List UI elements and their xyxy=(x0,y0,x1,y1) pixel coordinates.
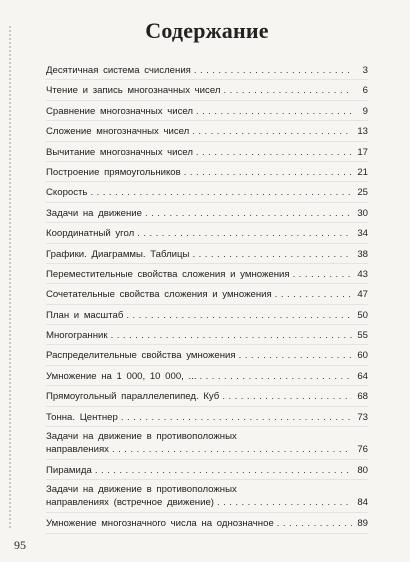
toc-entry[interactable] xyxy=(46,203,368,223)
toc-entry-page: 3 xyxy=(362,65,368,76)
table-of-contents xyxy=(46,60,368,534)
toc-entry[interactable] xyxy=(46,101,368,121)
toc-entry-title: Многогранник xyxy=(46,330,108,342)
toc-entry-title: Задачи на движение в противоположных xyxy=(46,484,237,496)
toc-entry-page: 38 xyxy=(357,248,368,260)
toc-leader-dots xyxy=(90,186,352,199)
toc-entry-title: Переместительные свойства сложения и умножения xyxy=(46,268,290,280)
toc-entry-page: 21 xyxy=(357,166,368,178)
toc-entry-page: 89 xyxy=(357,518,368,530)
toc-entry[interactable] xyxy=(46,480,368,513)
toc-entry-title: План и масштаб xyxy=(46,309,124,321)
toc-entry-title: Сравнение многозначных чисел xyxy=(46,105,193,117)
toc-entry-title: Сложение многозначных чисел xyxy=(46,126,190,138)
toc-leader-dots xyxy=(137,227,352,240)
toc-leader-dots xyxy=(126,309,352,322)
toc-leader-dots xyxy=(111,329,352,342)
page-edge-dotted-line xyxy=(9,26,11,528)
toc-entry[interactable] xyxy=(46,513,368,533)
toc-entry-title: Десятичная система счисления xyxy=(46,65,191,76)
toc-entry-page: 25 xyxy=(357,187,368,199)
toc-entry-title-continued: направлениях (встречное движение) xyxy=(46,497,214,509)
toc-leader-dots xyxy=(217,496,352,509)
toc-leader-dots xyxy=(275,288,352,301)
toc-entry[interactable] xyxy=(46,386,368,406)
toc-leader-dots xyxy=(121,411,352,424)
toc-leader-dots xyxy=(196,105,352,118)
toc-entry-title: Умножение многозначного числа на однозначное xyxy=(46,518,274,530)
toc-leader-dots xyxy=(192,248,352,261)
toc-entry-title: Сочетательные свойства сложения и умножения xyxy=(46,289,272,301)
toc-entry[interactable] xyxy=(46,223,368,243)
toc-leader-dots xyxy=(293,268,352,281)
toc-entry-title: Умножение на 1 000, 10 000, ... xyxy=(46,370,197,382)
toc-entry[interactable] xyxy=(46,427,368,460)
toc-entry-title: Пирамида xyxy=(46,465,92,477)
toc-leader-dots xyxy=(192,125,352,138)
toc-entry-title: Распределительные свойства умножения xyxy=(46,350,236,362)
toc-leader-dots xyxy=(196,146,352,159)
toc-entry[interactable] xyxy=(46,162,368,182)
toc-entry-page: 84 xyxy=(357,497,368,509)
toc-entry[interactable] xyxy=(46,284,368,304)
page-number: 95 xyxy=(14,538,26,552)
toc-leader-dots xyxy=(200,370,352,383)
toc-entry-title: Тонна. Центнер xyxy=(46,411,118,423)
toc-leader-dots xyxy=(194,64,352,77)
toc-entry[interactable] xyxy=(46,142,368,162)
toc-leader-dots xyxy=(95,464,352,477)
toc-entry-page: 43 xyxy=(357,268,368,280)
toc-entry[interactable] xyxy=(46,121,368,141)
toc-entry-title: Задачи на движение xyxy=(46,207,142,219)
toc-entry-title: Прямоугольный параллелепипед. Куб xyxy=(46,391,220,403)
toc-leader-dots xyxy=(239,349,352,362)
toc-entry-title: Построение прямоугольников xyxy=(46,166,181,178)
toc-entry-page: 47 xyxy=(357,289,368,301)
toc-entry-title-continued: направлениях xyxy=(46,444,109,456)
toc-entry-title: Вычитание многозначных чисел xyxy=(46,146,193,158)
toc-entry-page: 9 xyxy=(362,105,368,117)
toc-entry-page: 73 xyxy=(357,411,368,423)
toc-entry-title: Скорость xyxy=(46,187,88,199)
contents-page xyxy=(46,0,368,562)
toc-entry[interactable] xyxy=(46,345,368,365)
toc-entry[interactable] xyxy=(46,182,368,202)
toc-entry-page: 30 xyxy=(357,207,368,219)
toc-leader-dots xyxy=(112,443,352,456)
toc-entry-page: 6 xyxy=(362,85,368,97)
toc-entry[interactable] xyxy=(46,244,368,264)
toc-entry[interactable] xyxy=(46,305,368,325)
toc-entry-page: 50 xyxy=(357,309,368,321)
toc-entry-title: Чтение и запись многозначных чисел xyxy=(46,85,221,97)
toc-entry[interactable] xyxy=(46,80,368,100)
toc-leader-dots xyxy=(277,517,352,530)
toc-entry[interactable] xyxy=(46,407,368,427)
toc-leader-dots xyxy=(145,207,352,220)
toc-leader-dots xyxy=(223,84,352,97)
page-title: Содержание xyxy=(145,18,269,43)
toc-entry-title: Графики. Диаграммы. Таблицы xyxy=(46,248,190,260)
toc-entry[interactable] xyxy=(46,366,368,386)
toc-entry[interactable] xyxy=(46,460,368,480)
toc-entry[interactable] xyxy=(46,60,368,80)
toc-leader-dots xyxy=(222,390,352,403)
toc-entry-page: 68 xyxy=(357,391,368,403)
toc-entry-title: Координатный угол xyxy=(46,228,135,240)
toc-entry-page: 13 xyxy=(357,126,368,138)
toc-entry-page: 17 xyxy=(357,146,368,158)
toc-entry-page: 34 xyxy=(357,228,368,240)
toc-entry-page: 55 xyxy=(357,330,368,342)
toc-entry-page: 60 xyxy=(357,350,368,362)
toc-entry-title: Задачи на движение в противоположных xyxy=(46,431,237,443)
toc-entry-page: 76 xyxy=(357,444,368,456)
toc-entry[interactable] xyxy=(46,325,368,345)
toc-leader-dots xyxy=(184,166,352,179)
toc-entry-page: 64 xyxy=(357,370,368,382)
toc-entry[interactable] xyxy=(46,264,368,284)
toc-entry-page: 80 xyxy=(357,465,368,477)
